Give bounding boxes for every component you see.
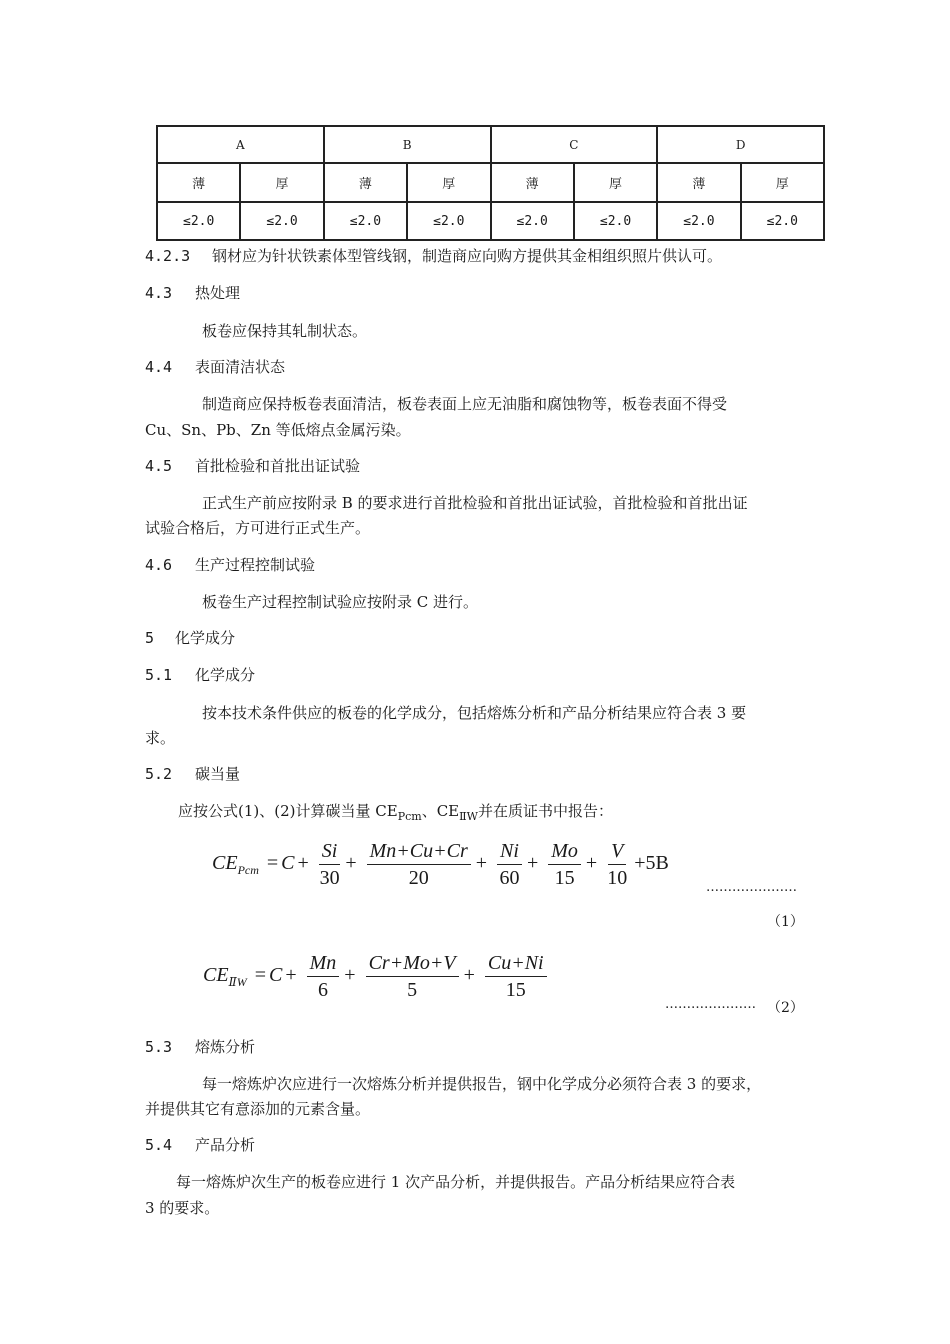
equation-label-2: （2） (767, 1000, 804, 1016)
paragraph: 3 的要求。 (145, 1199, 220, 1217)
subheader-cell: 薄 (157, 163, 240, 202)
heading-number: 5.1 (145, 666, 173, 684)
intro-text: 并在质证书中报告： (477, 802, 613, 820)
heading-number: 5 (145, 629, 155, 647)
paragraph: 制造商应保持板卷表面清洁，板卷表面上应无油脂和腐蚀物等，板卷表面不得受 (202, 395, 728, 413)
fraction-denominator: 15 (554, 867, 575, 889)
group-header-a: A (157, 126, 324, 163)
heading-number: 4.4 (145, 358, 173, 376)
value-cell: ≤2.0 (657, 202, 740, 240)
equation-label-1: （1） (767, 914, 804, 930)
paragraph: 正式生产前应按附录 B 的要求进行首批检验和首批出证试验，首批检验和首批出证 (202, 494, 748, 512)
paragraph: 板卷生产过程控制试验应按附录 C 进行。 (202, 593, 479, 611)
intro-subscript: ⅡW (459, 810, 478, 823)
heading-5-4 (145, 1134, 255, 1155)
leader-dots: ………………… (706, 880, 797, 895)
formula-1: $CE_{Pcm} = C$ + $\frac{Si}{30}$ + $\frac{Mn+Cu+Cr}{20}$ + $\frac{Ni}{60}$ + $\frac{Mo}{15}$ + $\frac{V}{10}$ +5B (212, 840, 669, 889)
clause-text: 钢材应为针状铁素体型管线钢，制造商应向购方提供其金相组织照片供认可。 (212, 247, 723, 265)
intro-text: 、CE (421, 802, 460, 820)
heading-number: 4.5 (145, 457, 173, 475)
value-cell: ≤2.0 (574, 202, 657, 240)
heading-title: 碳当量 (195, 765, 241, 783)
formula-intro (178, 800, 613, 823)
heading-number: 5.3 (145, 1038, 173, 1056)
paragraph: 并提供其它有意添加的元素含量。 (145, 1100, 371, 1118)
paragraph: 每一熔炼炉次应进行一次熔炼分析并提供报告，钢中化学成分必须符合表 3 的要求， (202, 1075, 762, 1093)
subheader-cell: 厚 (240, 163, 323, 202)
value-cell: ≤2.0 (491, 202, 574, 240)
paragraph: 按本技术条件供应的板卷的化学成分，包括熔炼分析和产品分析结果应符合表 3 要 (202, 704, 747, 722)
heading-number: 4.6 (145, 556, 173, 574)
subheader-cell: 薄 (324, 163, 407, 202)
clause-number: 4.2.3 (145, 247, 191, 265)
fraction-numerator: Mn+Cu+Cr (367, 838, 471, 865)
clause-4-2-3 (145, 245, 722, 266)
value-cell: ≤2.0 (324, 202, 407, 240)
thickness-band-table (156, 125, 825, 241)
value-cell: ≤2.0 (407, 202, 490, 240)
formula-lhs-subscript: ⅡW (228, 975, 247, 990)
heading-4-3 (145, 282, 240, 303)
heading-4-5 (145, 455, 360, 476)
heading-5-3 (145, 1036, 255, 1057)
value-cell: ≤2.0 (741, 202, 824, 240)
paragraph: 试验合格后，方可进行正式生产。 (145, 519, 371, 537)
heading-5-2 (145, 763, 240, 784)
fraction-denominator: 10 (607, 867, 628, 889)
heading-title: 首批检验和首批出证试验 (195, 457, 361, 475)
heading-title: 热处理 (195, 284, 241, 302)
formula-term: +5B (634, 852, 669, 875)
heading-5 (145, 627, 235, 648)
subheader-cell: 厚 (741, 163, 824, 202)
heading-title: 化学成分 (195, 666, 256, 684)
fraction-denominator: 5 (407, 979, 418, 1001)
fraction-denominator: 60 (499, 867, 520, 889)
intro-subscript: Pcm (397, 810, 422, 823)
group-header-b: B (324, 126, 491, 163)
heading-number: 4.3 (145, 284, 173, 302)
subheader-cell: 厚 (574, 163, 657, 202)
heading-title: 产品分析 (195, 1136, 256, 1154)
fraction-numerator: Cu+Ni (485, 950, 547, 977)
value-cell: ≤2.0 (240, 202, 323, 240)
paragraph: 求。 (145, 729, 176, 747)
formula-term: C (281, 852, 295, 875)
formula-lhs: CE (203, 964, 229, 987)
formula-2: $CE_{ⅡW} = C$ + $\frac{Mn}{6}$ + $\frac{Cr+Mo+V}{5}$ + $\frac{Cu+Ni}{15}$ (203, 950, 549, 1003)
value-cell: ≤2.0 (157, 202, 240, 240)
paragraph: 板卷应保持其轧制状态。 (202, 322, 368, 340)
group-header-c: C (491, 126, 658, 163)
heading-number: 5.2 (145, 765, 173, 783)
formula-lhs-subscript: Pcm (237, 863, 259, 878)
formula-term: C (269, 964, 283, 987)
heading-title: 熔炼分析 (195, 1038, 256, 1056)
heading-number: 5.4 (145, 1136, 173, 1154)
subheader-cell: 厚 (407, 163, 490, 202)
fraction-numerator: Mo (548, 838, 581, 865)
fraction-numerator: Si (319, 838, 341, 865)
fraction-denominator: 6 (317, 979, 328, 1001)
subheader-cell: 薄 (657, 163, 740, 202)
group-header-d: D (657, 126, 824, 163)
subheader-cell: 薄 (491, 163, 574, 202)
fraction-denominator: 15 (505, 979, 526, 1001)
intro-text: 应按公式(1)、(2)计算碳当量 CE (178, 802, 398, 820)
fraction-denominator: 30 (319, 867, 340, 889)
fraction-numerator: Ni (497, 838, 522, 865)
heading-4-4 (145, 356, 285, 377)
paragraph: Cu、Sn、Pb、Zn 等低熔点金属污染。 (145, 421, 411, 439)
fraction-numerator: Mn (307, 950, 340, 977)
heading-title: 生产过程控制试验 (195, 556, 316, 574)
formula-lhs: CE (212, 852, 238, 875)
heading-title: 化学成分 (175, 629, 236, 647)
heading-title: 表面清洁状态 (195, 358, 286, 376)
fraction-numerator: V (608, 838, 626, 865)
leader-dots: ………………… (665, 997, 756, 1012)
paragraph: 每一熔炼炉次生产的板卷应进行 1 次产品分析，并提供报告。产品分析结果应符合表 (176, 1173, 736, 1191)
fraction-numerator: Cr+Mo+V (366, 950, 459, 977)
heading-4-6 (145, 554, 315, 575)
heading-5-1 (145, 664, 255, 685)
fraction-denominator: 20 (408, 867, 429, 889)
